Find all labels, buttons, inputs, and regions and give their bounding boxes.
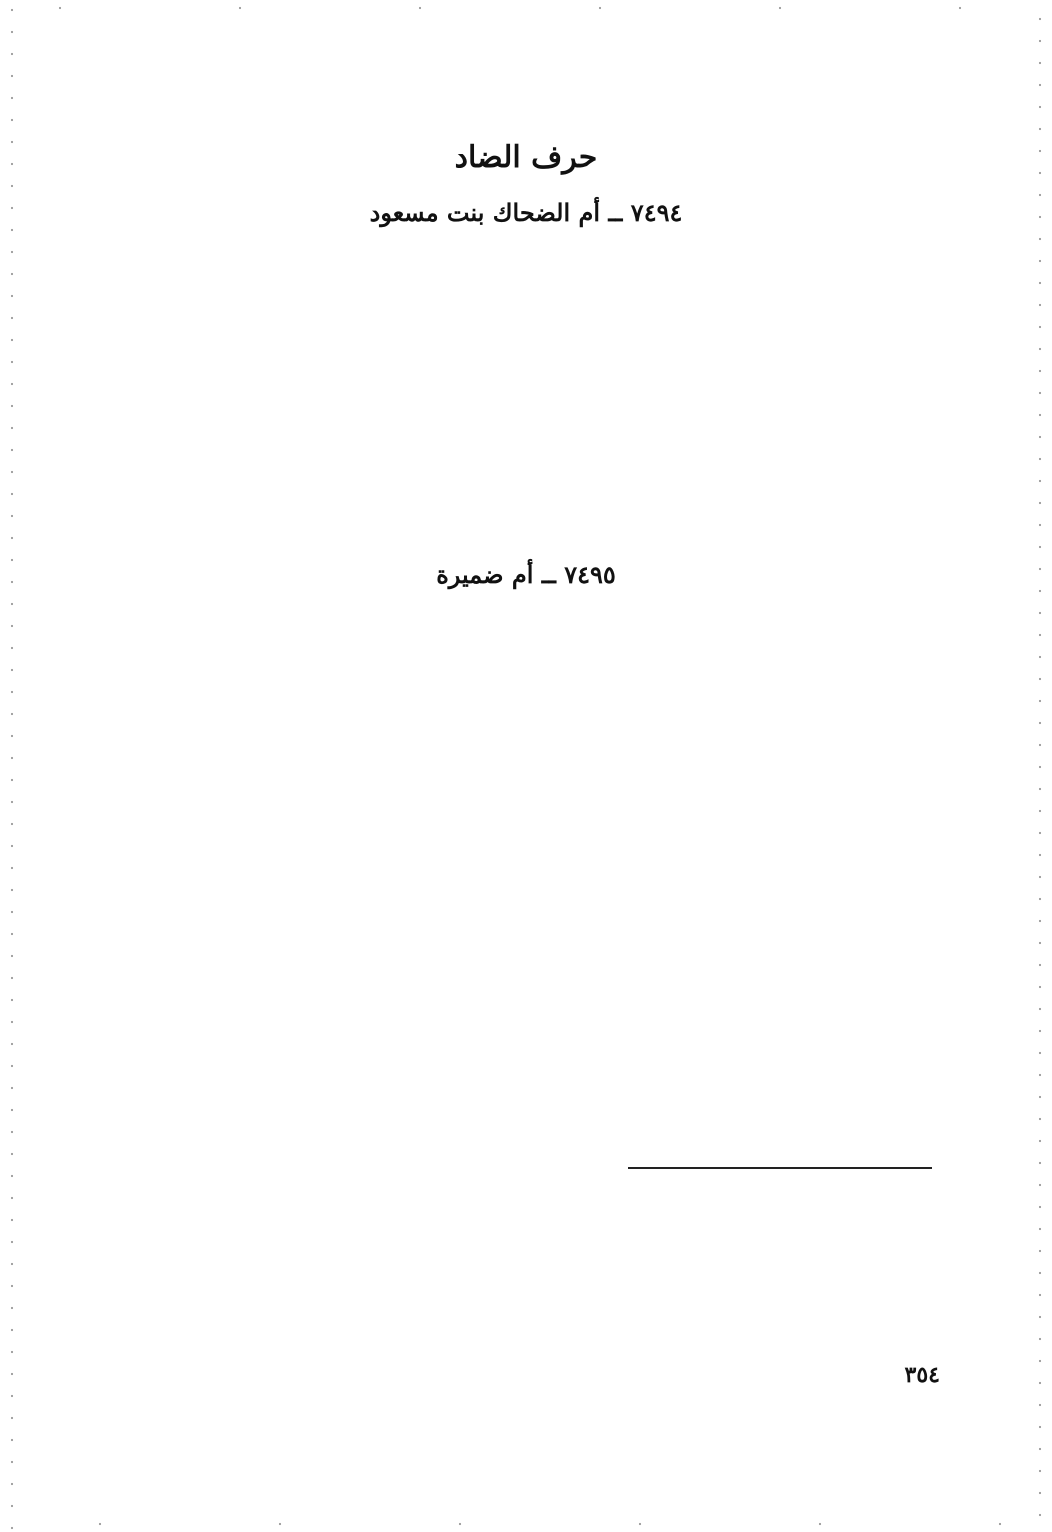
scan-speckle-dot bbox=[11, 361, 13, 363]
scan-speckle-dot bbox=[1039, 1382, 1041, 1384]
scan-speckle-dot bbox=[1039, 810, 1041, 812]
scan-speckle-dot bbox=[11, 1527, 13, 1529]
page-number: ٣٥٤ bbox=[904, 1362, 940, 1388]
scan-speckle-dot bbox=[1039, 832, 1041, 834]
scan-speckle-dot bbox=[11, 1329, 13, 1331]
scan-speckle-dot bbox=[11, 471, 13, 473]
scan-speckle-dot bbox=[11, 31, 13, 33]
scan-speckle-dot bbox=[1039, 1404, 1041, 1406]
scan-speckle-dot bbox=[1039, 1030, 1041, 1032]
scan-speckle-dot bbox=[1039, 1492, 1041, 1494]
scan-speckle-dot bbox=[1039, 920, 1041, 922]
scan-speckle-dot bbox=[639, 1523, 641, 1525]
scan-speckle-dot bbox=[1039, 458, 1041, 460]
scan-speckle-dot bbox=[1039, 502, 1041, 504]
scan-speckle-dot bbox=[11, 1483, 13, 1485]
scan-speckle-dot bbox=[11, 845, 13, 847]
scan-speckle-dot bbox=[1039, 1008, 1041, 1010]
scan-speckle-dot bbox=[1039, 942, 1041, 944]
scan-speckle-dot bbox=[11, 691, 13, 693]
scan-speckle-dot bbox=[11, 1307, 13, 1309]
scan-speckle-dot bbox=[1039, 260, 1041, 262]
scan-speckle-dot bbox=[1039, 238, 1041, 240]
scan-speckle-dot bbox=[11, 53, 13, 55]
scan-speckle-dot bbox=[11, 1109, 13, 1111]
scan-speckle-dot bbox=[1039, 876, 1041, 878]
scan-speckle-dot bbox=[1039, 128, 1041, 130]
scan-speckle-dot bbox=[1039, 590, 1041, 592]
scan-speckle-dot bbox=[11, 647, 13, 649]
scan-speckle-dot bbox=[959, 7, 961, 9]
scan-speckle-dot bbox=[11, 1065, 13, 1067]
scan-speckle-dot bbox=[11, 1043, 13, 1045]
scan-speckle-dot bbox=[11, 757, 13, 759]
scan-speckle-dot bbox=[1039, 1140, 1041, 1142]
scan-speckle-dot bbox=[1039, 1206, 1041, 1208]
scan-speckle-dot bbox=[1039, 1074, 1041, 1076]
scan-speckle-dot bbox=[279, 1523, 281, 1525]
scan-speckle-dot bbox=[1039, 1338, 1041, 1340]
scan-speckle-dot bbox=[11, 1439, 13, 1441]
scan-speckle-dot bbox=[11, 1197, 13, 1199]
scan-speckle-dot bbox=[11, 1219, 13, 1221]
scan-speckle-dot bbox=[1039, 744, 1041, 746]
scan-speckle-dot bbox=[1039, 722, 1041, 724]
entry-heading-7495: ٧٤٩٥ ــ أم ضميرة bbox=[436, 560, 616, 589]
scan-speckle-dot bbox=[1039, 40, 1041, 42]
scan-speckle-dot bbox=[11, 603, 13, 605]
scan-speckle-dot bbox=[11, 1263, 13, 1265]
scan-speckle-dot bbox=[1039, 612, 1041, 614]
scan-speckle-dot bbox=[11, 669, 13, 671]
scan-speckle-dot bbox=[1039, 788, 1041, 790]
scan-speckle-dot bbox=[1039, 656, 1041, 658]
scan-speckle-dot bbox=[11, 1505, 13, 1507]
scan-speckle-dot bbox=[11, 1373, 13, 1375]
scan-speckle-dot bbox=[1039, 964, 1041, 966]
scan-speckle-dot bbox=[11, 273, 13, 275]
scan-speckle-dot bbox=[819, 1523, 821, 1525]
scan-speckle-dot bbox=[11, 405, 13, 407]
scan-speckle-dot bbox=[11, 1395, 13, 1397]
scan-speckle-dot bbox=[11, 955, 13, 957]
scan-speckle-dot bbox=[11, 317, 13, 319]
scan-speckle-dot bbox=[1039, 546, 1041, 548]
scan-speckle-dot bbox=[11, 1131, 13, 1133]
scan-speckle-dot bbox=[1039, 326, 1041, 328]
scan-speckle-dot bbox=[1039, 1448, 1041, 1450]
scan-speckle-dot bbox=[1039, 678, 1041, 680]
scan-speckle-dot bbox=[1039, 370, 1041, 372]
scan-speckle-dot bbox=[11, 339, 13, 341]
scan-speckle-dot bbox=[11, 911, 13, 913]
scan-speckle-dot bbox=[11, 823, 13, 825]
scan-speckle-dot bbox=[1039, 1228, 1041, 1230]
scan-speckle-dot bbox=[239, 7, 241, 9]
scan-speckle-dot bbox=[1039, 1426, 1041, 1428]
scan-speckle-dot bbox=[1039, 392, 1041, 394]
scan-speckle-dot bbox=[1039, 524, 1041, 526]
scan-speckle-dot bbox=[11, 119, 13, 121]
scan-speckle-dot bbox=[1039, 1316, 1041, 1318]
scan-speckle-dots bbox=[11, 7, 1041, 1532]
scan-speckle-dot bbox=[599, 7, 601, 9]
scan-speckle-dot bbox=[11, 999, 13, 1001]
scan-speckle-dot bbox=[1039, 106, 1041, 108]
scan-speckle-dot bbox=[11, 251, 13, 253]
scan-speckle-dot bbox=[11, 427, 13, 429]
scan-speckle-dot bbox=[11, 295, 13, 297]
scan-speckle-dot bbox=[1039, 854, 1041, 856]
scan-speckle-dot bbox=[11, 735, 13, 737]
scan-speckle-dot bbox=[1039, 1360, 1041, 1362]
scan-speckle-dot bbox=[1039, 700, 1041, 702]
scan-speckle-dot bbox=[1039, 304, 1041, 306]
scan-speckle-dot bbox=[1039, 986, 1041, 988]
scan-speckle-dot bbox=[11, 977, 13, 979]
scan-speckle-dot bbox=[1039, 1272, 1041, 1274]
scan-speckle-dot bbox=[11, 185, 13, 187]
scan-speckle-dot bbox=[11, 493, 13, 495]
scan-speckle-dot bbox=[419, 7, 421, 9]
scan-speckle-dot bbox=[1039, 1096, 1041, 1098]
scan-speckle-dot bbox=[1039, 1052, 1041, 1054]
scan-speckle-dot bbox=[11, 97, 13, 99]
scan-speckle-dot bbox=[11, 75, 13, 77]
scan-speckle-dot bbox=[1039, 414, 1041, 416]
scan-speckle-dot bbox=[1039, 1470, 1041, 1472]
scan-speckle-dot bbox=[1039, 1514, 1041, 1516]
scan-speckle-dot bbox=[1039, 194, 1041, 196]
scan-speckle-dot bbox=[1039, 436, 1041, 438]
scan-speckle-dot bbox=[11, 1021, 13, 1023]
scan-speckle-dot bbox=[59, 7, 61, 9]
scan-speckle-dot bbox=[1039, 1118, 1041, 1120]
scan-speckle-dot bbox=[1039, 348, 1041, 350]
scan-speckle-dot bbox=[11, 383, 13, 385]
footnote-separator bbox=[628, 1167, 932, 1169]
entry-heading-7494: ٧٤٩٤ ــ أم الضحاك بنت مسعود bbox=[369, 198, 683, 227]
scan-speckle-dot bbox=[1039, 480, 1041, 482]
scan-speckle-dot bbox=[11, 625, 13, 627]
scan-speckle-dot bbox=[11, 515, 13, 517]
scan-speckle-dot bbox=[1039, 62, 1041, 64]
scan-speckle-dot bbox=[11, 1285, 13, 1287]
scan-speckle-dot bbox=[11, 1087, 13, 1089]
scan-speckle-dot bbox=[779, 7, 781, 9]
scan-speckle-dot bbox=[11, 1461, 13, 1463]
scan-speckle-dot bbox=[11, 889, 13, 891]
scan-speckle-dot bbox=[1039, 84, 1041, 86]
scan-speckle-dot bbox=[1039, 18, 1041, 20]
scan-speckle-dot bbox=[11, 449, 13, 451]
scan-speckle-dot bbox=[1039, 634, 1041, 636]
scan-speckle-dot bbox=[999, 1523, 1001, 1525]
chapter-title: حرف الضاد bbox=[454, 140, 598, 175]
scan-speckle-dot bbox=[99, 1523, 101, 1525]
scan-speckle-dot bbox=[11, 537, 13, 539]
scan-speckle-dot bbox=[11, 867, 13, 869]
scan-speckle-dot bbox=[11, 9, 13, 11]
scan-speckle-dot bbox=[1039, 766, 1041, 768]
scan-speckle-dot bbox=[11, 1175, 13, 1177]
scan-speckle-dot bbox=[11, 933, 13, 935]
scan-speckle-dot bbox=[11, 801, 13, 803]
scan-speckle-dot bbox=[1039, 898, 1041, 900]
scan-speckle-dot bbox=[1039, 1162, 1041, 1164]
scan-speckle-dot bbox=[11, 779, 13, 781]
scan-speckle-dot bbox=[1039, 1184, 1041, 1186]
scan-speckle-dot bbox=[1039, 282, 1041, 284]
scan-speckle-dot bbox=[459, 1523, 461, 1525]
scan-speckle-dot bbox=[11, 1153, 13, 1155]
scan-speckle-dot bbox=[1039, 1294, 1041, 1296]
scan-speckle-dot bbox=[11, 713, 13, 715]
scan-speckle-dot bbox=[1039, 1250, 1041, 1252]
scan-speckle-dot bbox=[11, 1417, 13, 1419]
scan-speckle-dot bbox=[11, 1351, 13, 1353]
scan-speckle-dot bbox=[11, 1241, 13, 1243]
scan-speckle-dot bbox=[11, 229, 13, 231]
